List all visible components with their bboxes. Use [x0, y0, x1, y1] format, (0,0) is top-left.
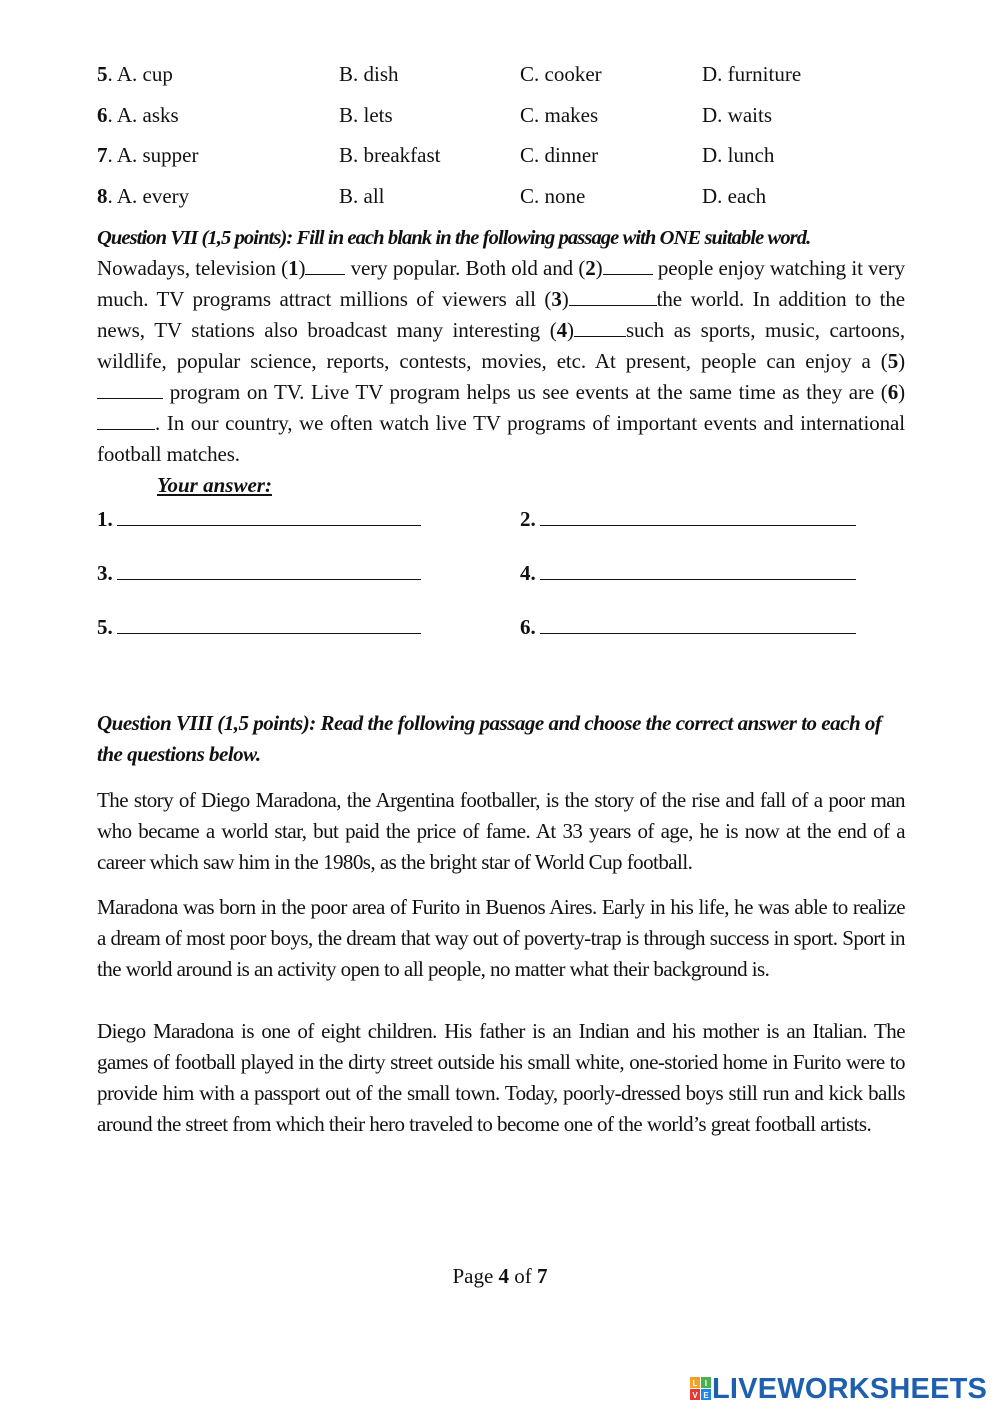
your-answer-label: Your answer: [157, 473, 272, 497]
mc-row-5 [97, 62, 917, 92]
answer-field-6[interactable]: 6. [520, 613, 856, 643]
blank-2[interactable] [603, 256, 653, 275]
svg-text:L: L [692, 1379, 698, 1388]
page-number: Page 4 of 7 [452, 1264, 548, 1288]
liveworksheets-logo [690, 1372, 987, 1406]
svg-text:E: E [703, 1391, 709, 1400]
story-paragraph-3: Diego Maradona is one of eight children. His father is an Indian and his mother is an Italian. The games of football played in the dirty street outside his small white, one-storied home in Furito were to provide him with a passport out of the small town. Today, poorly-dressed boys still run and kick balls around the street from which their hero traveled to become one of the world’s great football artists. [97, 1019, 905, 1136]
option-a: 7. A. supper [97, 143, 199, 167]
option-d: D. each [702, 184, 767, 208]
option-c: C. dinner [520, 143, 599, 167]
question-8-heading: Question VIII (1,5 points): Read the following passage and choose the correct answer to each of the questions below. [97, 711, 882, 766]
mc-row-6 [97, 103, 917, 133]
option-d: D. furniture [702, 62, 802, 86]
option-c: C. cooker [520, 62, 602, 86]
question-7-passage: Nowadays, television (1) very popular. Both old and (2) people enjoy watching it very much. TV programs attract millions of viewers all (3) the world. In addition to the news, TV stations also broadcast many interesting (4) such as sports, music, cartoons, wildlife, popular science, reports, contests, movies, etc. At present, people can enjoy a (5) program on TV. Live TV program helps us see events at the same time as they are (6). In our country, we often watch live TV programs of important events and international football matches. [97, 256, 906, 466]
option-b: B. all [339, 184, 385, 208]
answer-field-5[interactable]: 5. [97, 613, 421, 643]
option-b: B. dish [339, 62, 399, 86]
mc-row-8 [97, 184, 917, 214]
blank-5[interactable] [97, 380, 163, 399]
story-paragraph-1: The story of Diego Maradona, the Argentina footballer, is the story of the rise and fall of a poor man who became a world star, but paid the price of fame. At 33 years of age, he is now at the end of a career which saw him in the 1980s, as the bright star of World Cup football. [97, 788, 905, 874]
answer-field-4[interactable]: 4. [520, 559, 856, 589]
answer-field-2[interactable]: 2. [520, 505, 856, 535]
answer-field-3[interactable]: 3. [97, 559, 421, 589]
story-paragraph-2: Maradona was born in the poor area of Furito in Buenos Aires. Early in his life, he was able to realize a dream of most poor boys, the dream that way out of poverty-trap is through success in sport. Sport in the world around is an activity open to all people, no matter what their background is. [97, 895, 905, 981]
option-c: C. makes [520, 103, 599, 127]
blank-1[interactable] [305, 256, 345, 275]
option-c: C. none [520, 184, 586, 208]
blank-6[interactable] [97, 411, 155, 430]
option-b: B. breakfast [339, 143, 441, 167]
option-a: 8. A. every [97, 184, 190, 208]
option-b: B. lets [339, 103, 393, 127]
answer-field-1[interactable]: 1. [97, 505, 421, 535]
brand-name: LIVEWORKSHEETS [712, 1372, 988, 1405]
option-a: 5. A. cup [97, 62, 173, 86]
svg-text:V: V [692, 1391, 698, 1400]
option-d: D. lunch [702, 143, 775, 167]
blank-4[interactable] [574, 318, 626, 337]
blank-3[interactable] [569, 287, 657, 306]
option-d: D. waits [702, 103, 772, 127]
logo-grid-icon [690, 1376, 712, 1402]
mc-row-7 [97, 143, 917, 173]
question-7-heading: Question VII (1,5 points): Fill in each blank in the following passage with ONE suitable word. [97, 227, 811, 249]
svg-text:I: I [704, 1379, 708, 1388]
option-a: 6. A. asks [97, 103, 179, 127]
